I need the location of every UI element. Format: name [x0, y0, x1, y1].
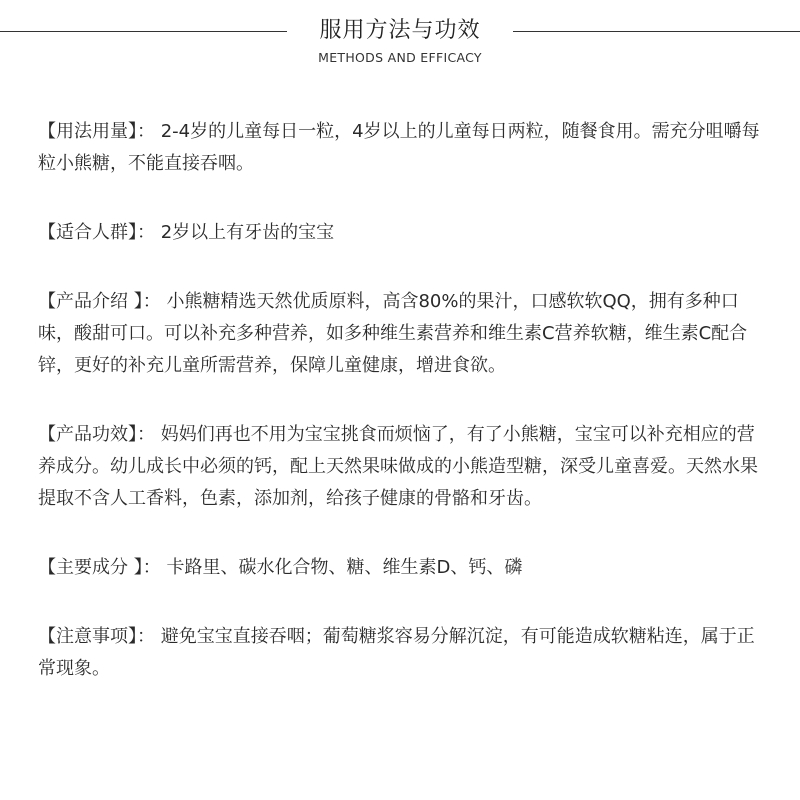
main-ingredients-text: 卡路里、碳水化合物、糖、维生素D、钙、磷	[160, 557, 523, 578]
main-ingredients-label: 【主要成分 】：	[38, 557, 161, 578]
usage-dosage-paragraph	[38, 116, 768, 180]
product-intro-text: 小熊糖精选天然优质原料，高含80%的果汁，口感软软QQ，拥有多种口味，酸甜可口。可以补充多种营养，如多种维生素营养和维生素C营养软糖，维生素C配合锌，更好的补充儿童所需营养，保障儿童健康，增进食欲。	[38, 291, 748, 376]
precautions-paragraph	[38, 621, 768, 685]
usage-dosage-text: 2-4岁的儿童每日一粒，4岁以上的儿童每日两粒，随餐食用。需充分咀嚼每粒小熊糖，不能直接吞咽。	[38, 121, 760, 174]
target-group-paragraph	[38, 217, 768, 249]
product-intro-paragraph	[38, 286, 768, 382]
target-group-text: 2岁以上有牙齿的宝宝	[155, 222, 335, 243]
product-efficacy-label: 【产品功效】：	[38, 424, 155, 445]
precautions-text: 避免宝宝直接吞咽；葡萄糖浆容易分解沉淀，有可能造成软糖粘连，属于正常现象。	[38, 626, 755, 679]
product-intro-label: 【产品介绍 】：	[38, 291, 161, 312]
usage-dosage-label: 【用法用量】：	[38, 121, 155, 142]
section-header	[0, 0, 800, 80]
product-efficacy-paragraph	[38, 419, 768, 515]
product-efficacy-text: 妈妈们再也不用为宝宝挑食而烦恼了，有了小熊糖，宝宝可以补充相应的营养成分。幼儿成长中必须的钙，配上天然果味做成的小熊造型糖，深受儿童喜爱。天然水果提取不含人工香料，色素，添加剂，给孩子健康的骨骼和牙齿。	[38, 424, 758, 509]
precautions-label: 【注意事项】：	[38, 626, 155, 647]
header-divider-right	[513, 31, 800, 32]
content-body	[38, 116, 768, 722]
main-ingredients-paragraph	[38, 552, 768, 584]
page-subtitle: METHODS AND EFFICACY	[318, 50, 482, 65]
page-title: 服用方法与功效	[319, 18, 481, 43]
target-group-label: 【适合人群】：	[38, 222, 155, 243]
